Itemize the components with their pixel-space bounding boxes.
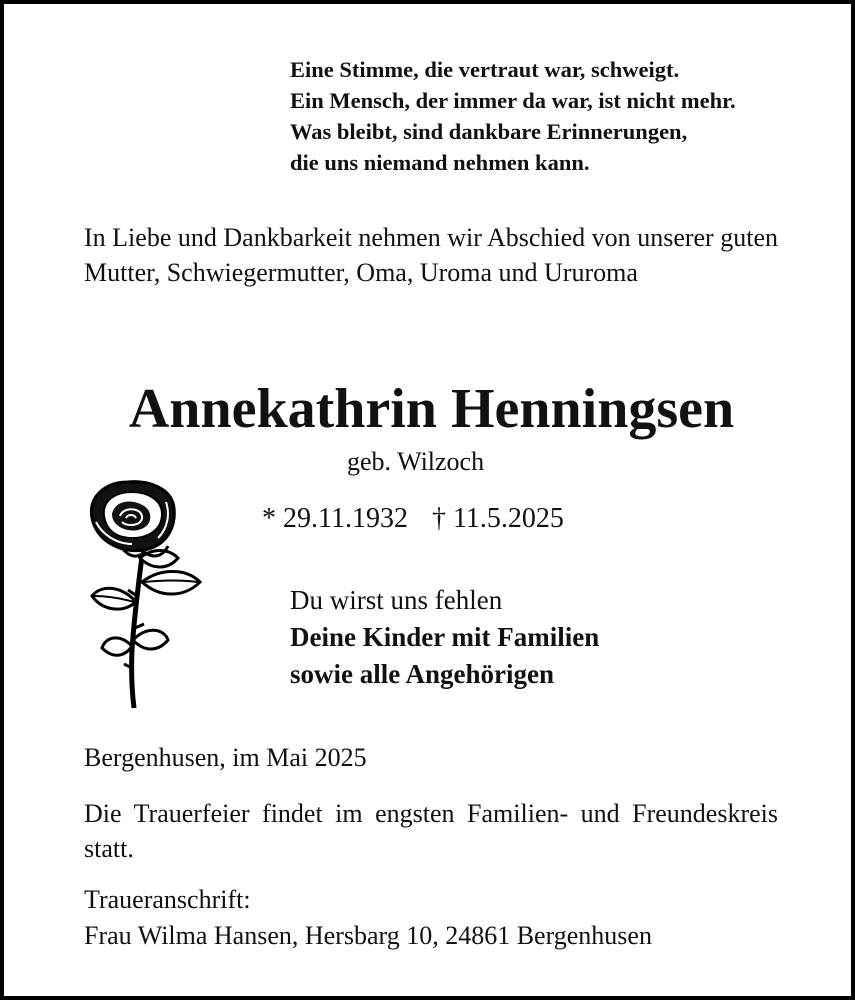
intro-text: In Liebe und Dankbarkeit nehmen wir Abschied von unserer guten Mutter, Schwiegermutter, Oma, Uroma und Ururoma <box>84 223 778 287</box>
address-label: Traueranschrift: <box>84 885 251 914</box>
maiden-name: geb. Wilzoch <box>347 447 485 476</box>
mourning-address <box>84 882 652 954</box>
deceased-name: Annekathrin Henningsen <box>128 378 735 440</box>
funeral-note: Die Trauerfeier findet im engsten Familien- und Freundeskreis statt. <box>84 799 778 863</box>
rose-icon <box>82 478 206 710</box>
poem-line: Eine Stimme, die vertraut war, schweigt. <box>290 57 680 82</box>
place-date: Bergenhusen, im Mai 2025 <box>84 743 367 772</box>
death-date: † 11.5.2025 <box>431 503 564 534</box>
life-dates <box>262 500 564 538</box>
poem-line: Was bleibt, sind dankbare Erinnerungen, <box>290 119 688 144</box>
poem-line: die uns niemand nehmen kann. <box>290 150 590 175</box>
address-value: Frau Wilma Hansen, Hersbarg 10, 24861 Bergenhusen <box>84 921 652 950</box>
closing-line-3: sowie alle Angehörigen <box>290 659 554 689</box>
closing-line-2: Deine Kinder mit Familien <box>290 622 600 652</box>
poem <box>290 54 736 178</box>
closing <box>290 582 599 693</box>
birth-date: * 29.11.1932 <box>262 503 408 534</box>
poem-line: Ein Mensch, der immer da war, ist nicht mehr. <box>290 88 736 113</box>
closing-line-1: Du wirst uns fehlen <box>290 585 503 615</box>
